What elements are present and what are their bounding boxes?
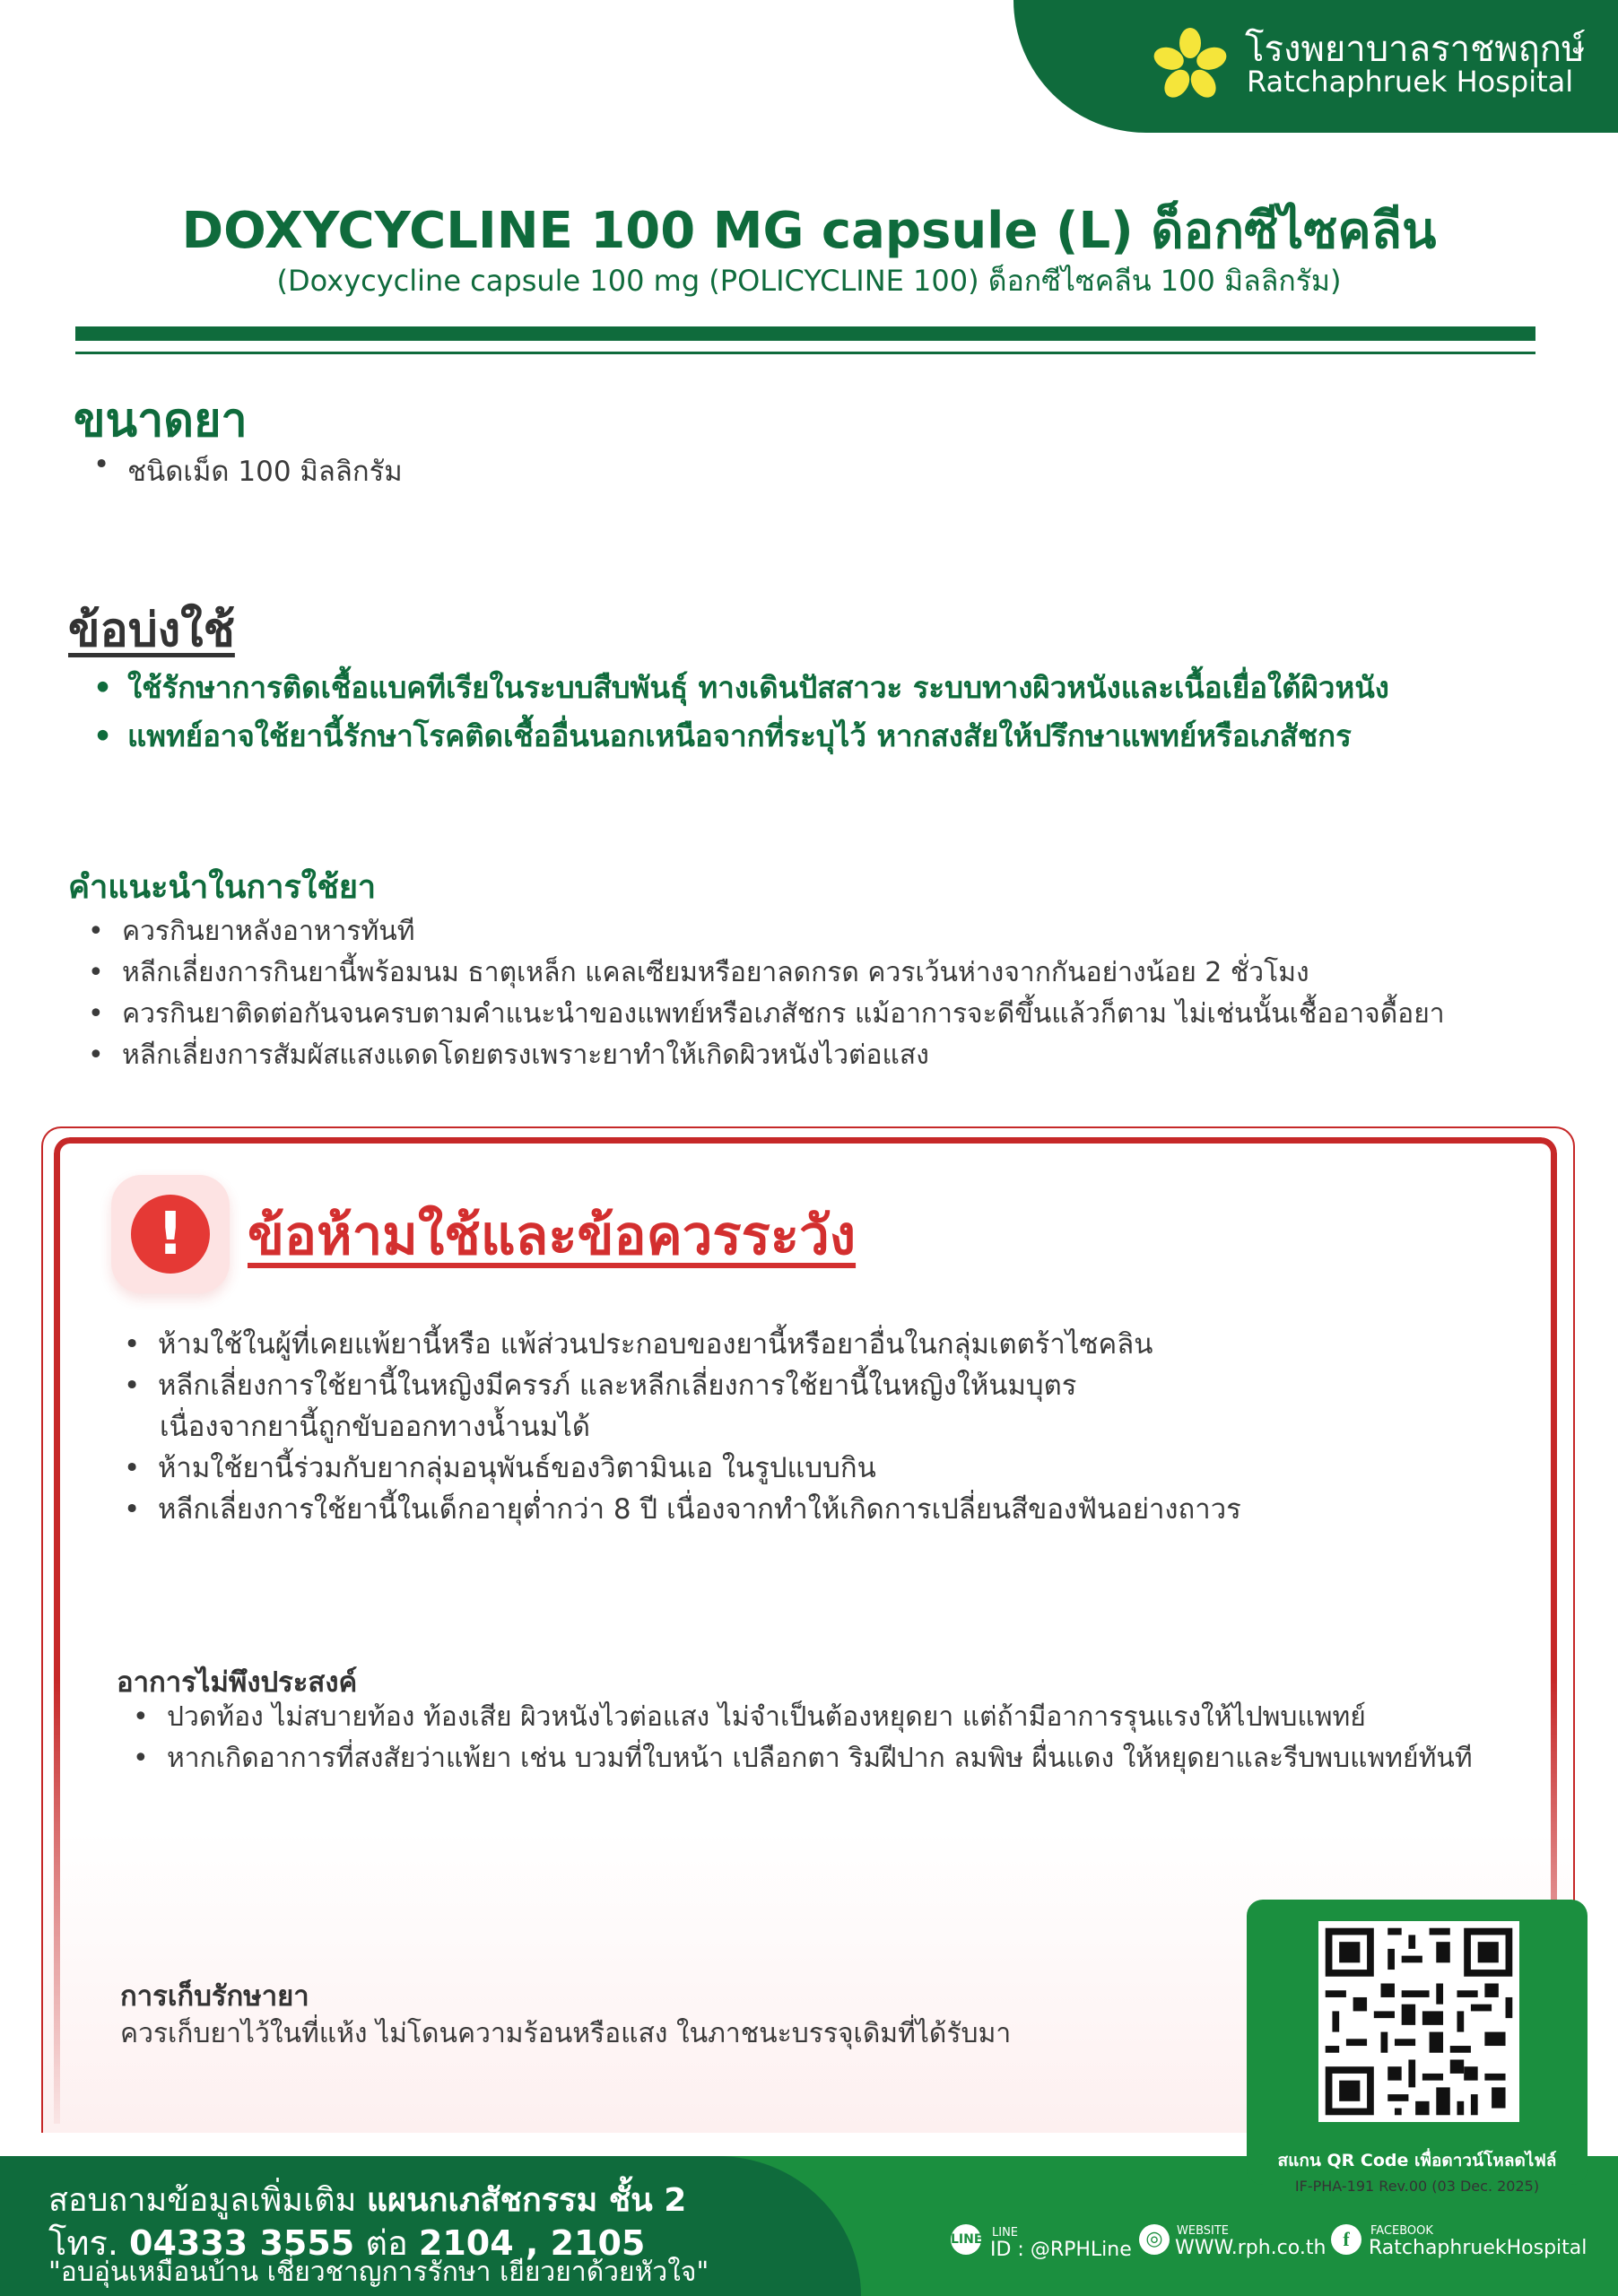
side-effect-item: • หากเกิดอาการที่สงสัยว่าแพ้ยา เช่น บวมที่ใบหน้า เปลือกตา ริมฝีปาก ลมพิษ ผื่นแดง ให้หยุดยาและรีบพบแพทย์ทันที bbox=[167, 1738, 1473, 1779]
warnings-list bbox=[158, 1324, 1241, 1530]
drug-subtitle: (Doxycycline capsule 100 mg (POLICYCLINE 100) ด็อกซีไซคลีน 100 มิลลิกรัม) bbox=[276, 264, 1342, 298]
website-link[interactable]: WWW.rph.co.th bbox=[1175, 2237, 1327, 2259]
footer-ext-prefix: ต่อ bbox=[354, 2223, 419, 2263]
indication-item: • ใช้รักษาการติดเชื้อแบคทีเรียในระบบสืบพันธุ์ ทางเดินปัสสาวะ ระบบทางผิวหนังและเนื้อเยื่อใต้ผิวหนัง bbox=[127, 664, 1389, 712]
globe-icon: ◎ bbox=[1139, 2224, 1170, 2255]
flower-logo-icon bbox=[1150, 25, 1231, 106]
advice-item: • หลีกเลี่ยงการสัมผัสแสงแดดโดยตรงเพราะยาทำให้เกิดผิวหนังไวต่อแสง bbox=[122, 1035, 1445, 1076]
facebook-label: FACEBOOK bbox=[1370, 2224, 1433, 2238]
document-revision: IF-PHA-191 Rev.00 (03 Dec. 2025) bbox=[1294, 2178, 1540, 2195]
dosage-item: • ชนิดเม็ด 100 มิลลิกรัม bbox=[127, 448, 403, 493]
line-icon: LINE bbox=[951, 2224, 981, 2255]
advice-item: • ควรกินยาหลังอาหารทันที bbox=[122, 911, 1445, 952]
footer-slogan: "อบอุ่นเหมือนบ้าน เชี่ยวชาญการรักษา เยียวยาด้วยหัวใจ" bbox=[48, 2257, 709, 2288]
hospital-name-thai: โรงพยาบาลราชพฤกษ์ bbox=[1245, 29, 1586, 70]
exclamation-icon: ! bbox=[131, 1195, 210, 1274]
facebook-link[interactable]: RatchaphruekHospital bbox=[1369, 2237, 1588, 2259]
advice-heading: คำแนะนำในการใช้ยา bbox=[68, 869, 377, 906]
dosage-heading: ขนาดยา bbox=[74, 394, 248, 448]
hospital-name-english: Ratchaphruek Hospital bbox=[1247, 65, 1574, 99]
warning-item-continuation: เนื่องจากยานี้ถูกขับออกทางน้ำนมได้ bbox=[160, 1411, 590, 1443]
footer-contact-prefix: สอบถามข้อมูลเพิ่มเติม bbox=[48, 2182, 367, 2219]
side-effect-item: • ปวดท้อง ไม่สบายท้อง ท้องเสีย ผิวหนังไวต่อแสง ไม่จำเป็นต้องหยุดยา แต่ถ้ามีอาการรุนแรงให้ไปพบแพทย์ bbox=[167, 1697, 1473, 1738]
footer-phone-number: 04333 3555 bbox=[129, 2223, 355, 2263]
website-label: WEBSITE bbox=[1177, 2224, 1229, 2238]
footer-extension: 2104 , 2105 bbox=[418, 2223, 646, 2263]
storage-text: ควรเก็บยาไว้ในที่แห้ง ไม่โดนความร้อนหรือแสง ในภาชนะบรรจุเดิมที่ได้รับมา bbox=[120, 2018, 1012, 2049]
indication-item: • แพทย์อาจใช้ยานี้รักษาโรคติดเชื้ออื่นนอกเหนือจากที่ระบุไว้ หากสงสัยให้ปรึกษาแพทย์หรือเภสัชกร bbox=[127, 712, 1389, 761]
title-divider-thick bbox=[75, 326, 1535, 341]
side-effects-heading: อาการไม่พึงประสงค์ bbox=[117, 1666, 358, 1699]
line-label: LINE bbox=[992, 2226, 1019, 2239]
qr-caption: สแกน QR Code เพื่อดาวน์โหลดไฟล์ bbox=[1277, 2151, 1557, 2170]
storage-heading: การเก็บรักษายา bbox=[120, 1980, 309, 2013]
dosage-list bbox=[127, 448, 403, 493]
indications-heading: ข้อบ่งใช้ bbox=[68, 604, 235, 657]
warning-item: • ห้ามใช้ในผู้ที่เคยแพ้ยานี้หรือ แพ้ส่วนประกอบของยานี้หรือยาอื่นในกลุ่มเตตร้าไซคลิน bbox=[158, 1324, 1241, 1365]
footer-department: แผนกเภสัชกรรม ชั้น 2 bbox=[366, 2182, 687, 2219]
indications-list bbox=[127, 664, 1389, 761]
advice-item: • ควรกินยาติดต่อกันจนครบตามคำแนะนำของแพทย์หรือเภสัชกร แม้อาการจะดีขึ้นแล้วก็ตาม ไม่เช่นนั้นเชื้ออาจดื้อยา bbox=[122, 994, 1445, 1035]
qr-code-icon bbox=[1318, 1921, 1519, 2122]
qr-code[interactable] bbox=[1318, 1921, 1519, 2122]
line-id[interactable]: ID : @RPHLine bbox=[990, 2239, 1132, 2261]
warnings-heading: ข้อห้ามใช้และข้อควรระวัง bbox=[248, 1205, 857, 1267]
advice-list bbox=[122, 911, 1445, 1076]
side-effects-list bbox=[167, 1697, 1473, 1779]
warning-item: • ห้ามใช้ยานี้ร่วมกับยากลุ่มอนุพันธ์ของวิตามินเอ ในรูปแบบกิน bbox=[158, 1448, 1241, 1489]
footer-phone-prefix: โทร. bbox=[48, 2223, 130, 2263]
warning-item: • หลีกเลี่ยงการใช้ยานี้ในหญิงมีครรภ์ และหลีกเลี่ยงการใช้ยานี้ในหญิงให้นมบุตร bbox=[158, 1365, 1241, 1406]
advice-item: • หลีกเลี่ยงการกินยานี้พร้อมนม ธาตุเหล็ก แคลเซียมหรือยาลดกรด ควรเว้นห่างจากกันอย่างน้อย 2 ชั่วโมง bbox=[122, 952, 1445, 994]
warning-item: • หลีกเลี่ยงการใช้ยานี้ในเด็กอายุต่ำกว่า 8 ปี เนื่องจากทำให้เกิดการเปลี่ยนสีของฟันอย่างถาวร bbox=[158, 1489, 1241, 1530]
drug-title: DOXYCYCLINE 100 MG capsule (L) ด็อกซีไซคลีน bbox=[181, 202, 1437, 260]
facebook-icon: f bbox=[1331, 2224, 1361, 2255]
title-divider-thin bbox=[75, 352, 1535, 354]
